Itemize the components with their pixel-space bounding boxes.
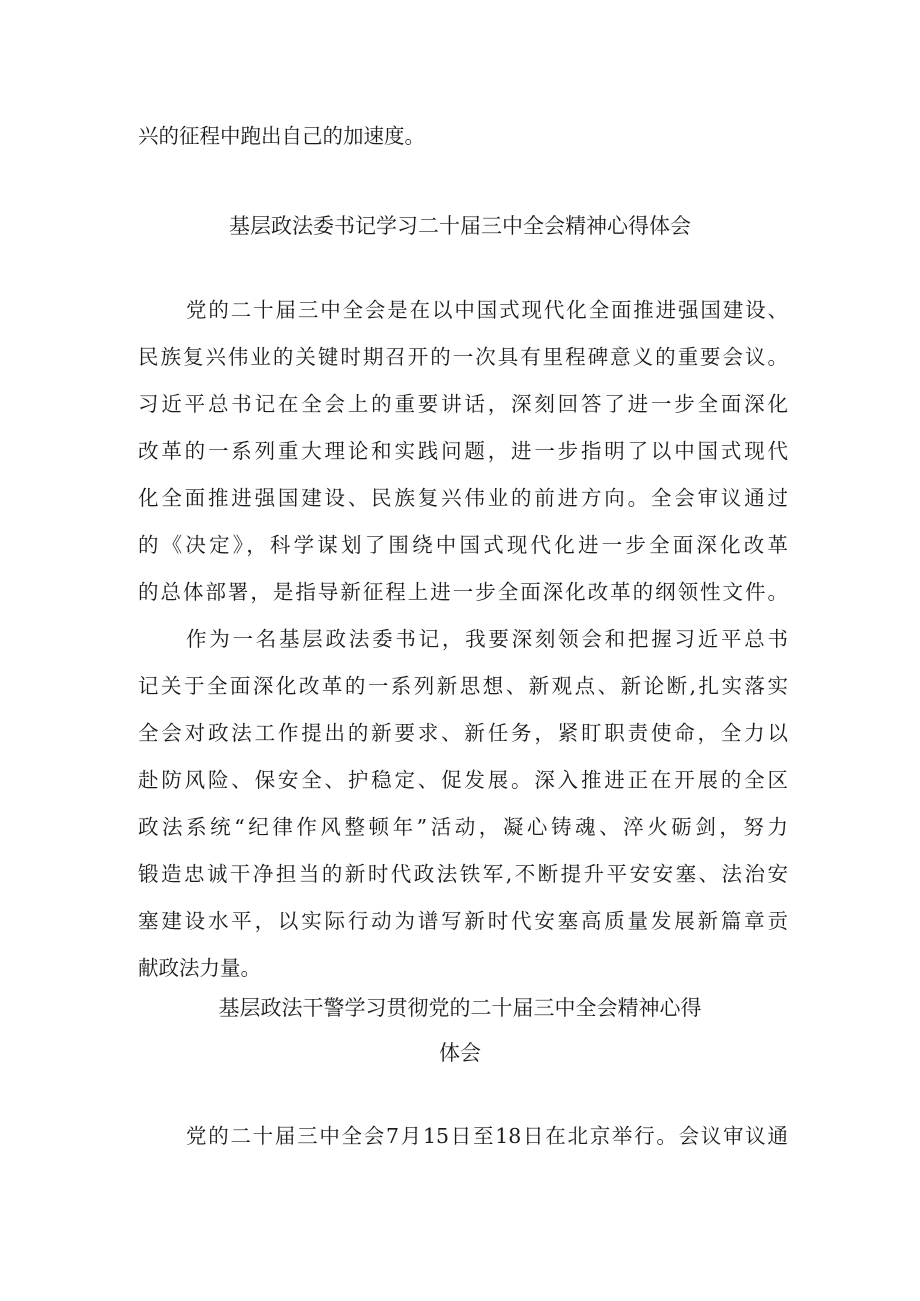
section-1-title: 基层政法委书记学习二十届三中全会精神心得体会 <box>229 214 691 238</box>
paragraph-line: 党的二十届三中全会是在以中国式现代化全面推进强国建设、 <box>186 298 788 322</box>
paragraph-line: 塞建设水平，以实际行动为谱写新时代安塞高质量发展新篇章贡 <box>138 909 788 933</box>
paragraph-line: 献政法力量。 <box>138 956 261 980</box>
paragraph-line: 赴防风险、保安全、护稳定、促发展。深入推进正在开展的全区 <box>138 768 788 792</box>
lead-line: 兴的征程中跑出自己的加速度。 <box>138 124 425 148</box>
paragraph-line: 民族复兴伟业的关键时期召开的一次具有里程碑意义的重要会议。 <box>138 345 788 369</box>
paragraph-line: 锻造忠诚干净担当的新时代政法铁军,不断提升平安安塞、法治安 <box>138 862 788 886</box>
section-2-title: 基层政法干警学习贯彻党的二十届三中全会精神心得 <box>218 996 702 1020</box>
paragraph-line: 党的二十届三中全会7月15日至18日在北京举行。会议审议通 <box>186 1124 788 1148</box>
paragraph-line: 改革的一系列重大理论和实践问题，进一步指明了以中国式现代 <box>138 439 788 463</box>
paragraph-line: 化全面推进强国建设、民族复兴伟业的前进方向。全会审议通过 <box>138 486 788 510</box>
paragraph-line: 的《决定》，科学谋划了围绕中国式现代化进一步全面深化改革 <box>138 533 788 557</box>
paragraph-line: 政法系统“纪律作风整顿年”活动，凝心铸魂、淬火砺剑，努力 <box>138 815 788 839</box>
paragraph-line: 的总体部署，是指导新征程上进一步全面深化改革的纲领性文件。 <box>138 580 788 604</box>
paragraph-line: 习近平总书记在全会上的重要讲话，深刻回答了进一步全面深化 <box>138 392 788 416</box>
paragraph-line: 全会对政法工作提出的新要求、新任务，紧盯职责使命，全力以 <box>138 721 788 745</box>
paragraph-line: 作为一名基层政法委书记，我要深刻领会和把握习近平总书 <box>186 627 788 651</box>
paragraph-line: 记关于全面深化改革的一系列新思想、新观点、新论断,扎实落实 <box>138 674 788 698</box>
section-2-title-continued: 体会 <box>439 1041 481 1065</box>
